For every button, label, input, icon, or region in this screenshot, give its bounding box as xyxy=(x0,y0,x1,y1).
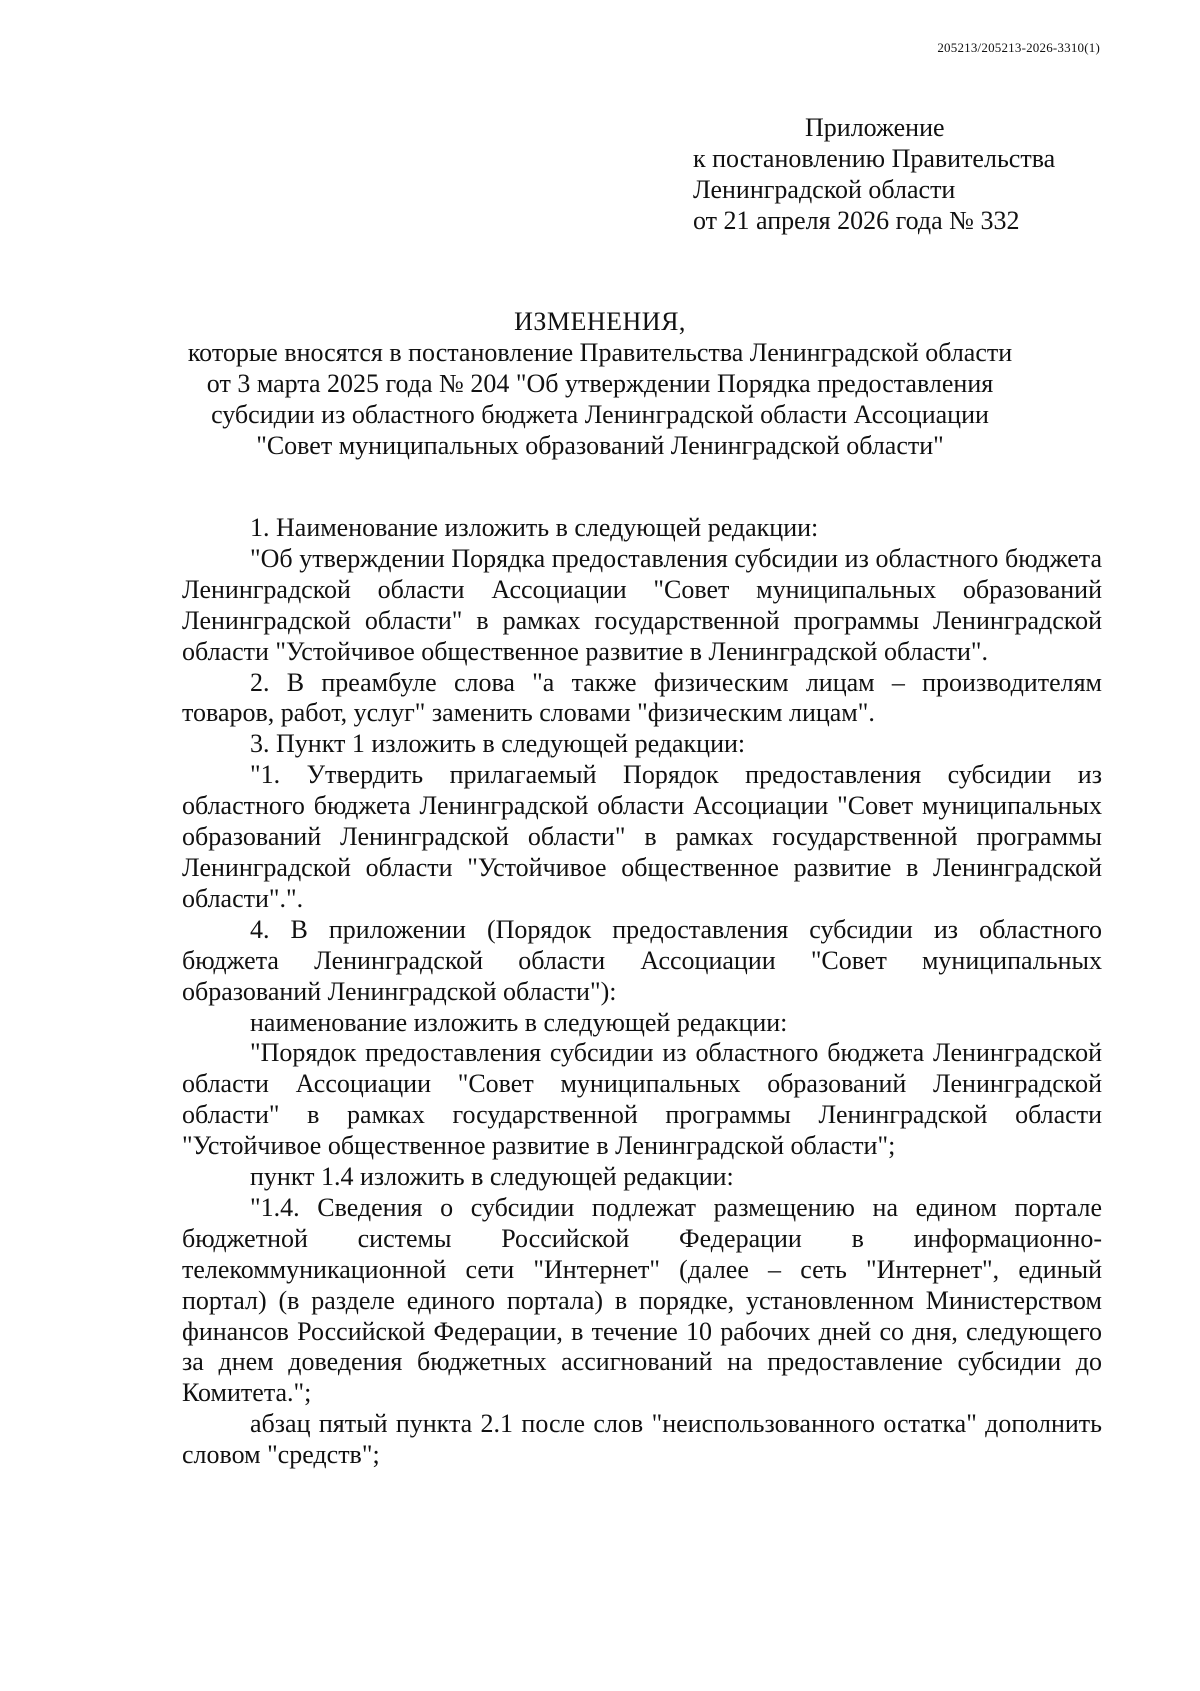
paragraph-2: "Об утверждении Порядка предоставления субсидии из областного бюджета Ленинградской области Ассоциации "Совет муниципальных образований Ленинградской области" в рамках государственной программы Ленинградской области "Устойчивое общественное развитие в Ленинградской области". xyxy=(182,543,1102,666)
subtitle-line-3: субсидии из областного бюджета Ленинградской области Ассоциации xyxy=(211,400,989,429)
registration-number: 205213/205213-2026-3310(1) xyxy=(937,40,1100,55)
document-heading xyxy=(0,306,1200,461)
paragraph-4: 3. Пункт 1 изложить в следующей редакции: xyxy=(250,729,746,759)
subtitle-line-2: от 3 марта 2025 года № 204 "Об утверждении Порядка предоставления xyxy=(206,369,994,398)
appendix-line-2: к постановлению Правительства xyxy=(693,144,1056,173)
appendix-line-1: Приложение xyxy=(805,113,945,142)
subtitle-line-4: "Совет муниципальных образований Ленинградской области" xyxy=(256,431,944,460)
subtitle-line-1: которые вносятся в постановление Правительства Ленинградской области xyxy=(187,338,1013,367)
document-title: ИЗМЕНЕНИЯ, xyxy=(514,307,686,336)
paragraph-6: 4. В приложении (Порядок предоставления субсидии из областного бюджета Ленинградской области Ассоциации "Совет муниципальных образований Ленинградской области"): xyxy=(182,914,1102,1006)
paragraph-3: 2. В преамбуле слова "а также физическим лицам – производителям товаров, работ, услуг" заменить словами "физическим лицам". xyxy=(182,667,1102,728)
paragraph-5: "1. Утвердить прилагаемый Порядок предоставления субсидии из областного бюджета Ленинградской области Ассоциации "Совет муниципальных образований Ленинградской области" в рамках государственной программы Ленинградской области "Устойчивое общественное развитие в Ленинградской области".". xyxy=(182,760,1102,913)
paragraph-9: пункт 1.4 изложить в следующей редакции: xyxy=(250,1162,734,1192)
appendix-line-4: от 21 апреля 2026 года № 332 xyxy=(693,206,1020,235)
paragraph-7: наименование изложить в следующей редакции: xyxy=(250,1007,788,1037)
paragraph-11: абзац пятый пункта 2.1 после слов "неиспользованного остатка" дополнить словом "средств"; xyxy=(182,1409,1102,1470)
document-body xyxy=(182,513,1102,1471)
appendix-line-3: Ленинградской области xyxy=(693,175,956,204)
paragraph-10: "1.4. Сведения о субсидии подлежат размещению на едином портале бюджетной системы Российской Федерации в информационно-телекоммуникационной сети "Интернет" (далее – сеть "Интернет", единый портал) (в разделе единого портала) в порядке, установленном Министерством финансов Российской Федерации, в течение 10 рабочих дней со дня, следующего за днем доведения бюджетных ассигнований на предоставление субсидии до Комитета."; xyxy=(182,1192,1102,1408)
paragraph-1: 1. Наименование изложить в следующей редакции: xyxy=(250,513,819,542)
appendix-block xyxy=(693,112,1055,236)
paragraph-8: "Порядок предоставления субсидии из областного бюджета Ленинградской области Ассоциации "Совет муниципальных образований Ленинградской области" в рамках государственной программы Ленинградской области "Устойчивое общественное развитие в Ленинградской области"; xyxy=(182,1038,1102,1161)
